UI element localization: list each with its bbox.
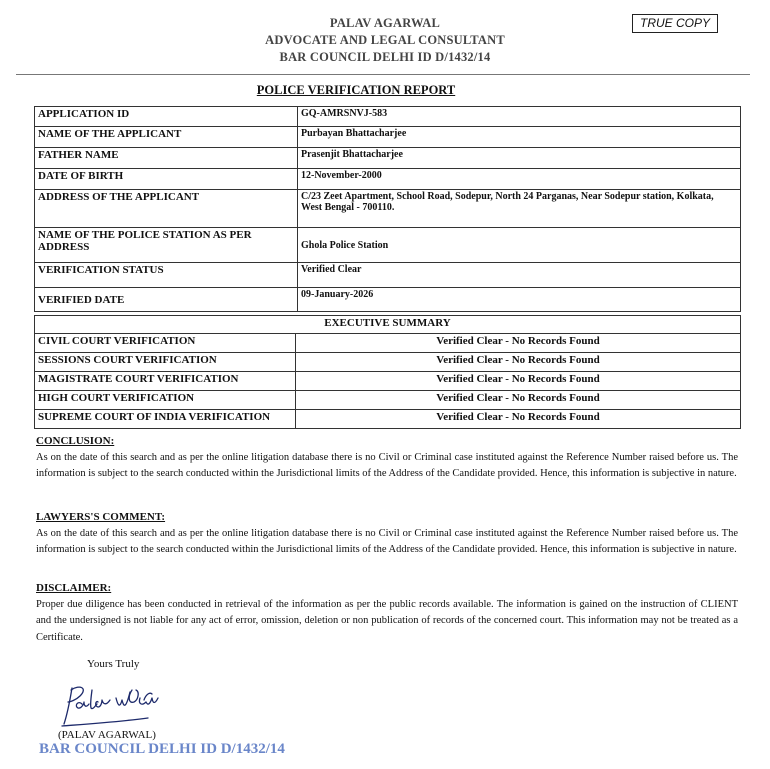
table-row — [35, 190, 741, 228]
info-value: Prasenjit Bhattacharjee — [298, 148, 741, 169]
header-divider — [16, 74, 750, 75]
info-label: ADDRESS OF THE APPLICANT — [35, 190, 298, 228]
summary-value: Verified Clear - No Records Found — [296, 372, 741, 391]
disclaimer-section — [36, 580, 738, 646]
info-label: APPLICATION ID — [35, 107, 298, 127]
summary-label: SUPREME COURT OF INDIA VERIFICATION — [35, 410, 296, 429]
conclusion-heading: CONCLUSION: — [36, 435, 115, 447]
advocate-name: PALAV AGARWAL — [329, 16, 441, 30]
table-row — [35, 391, 741, 410]
conclusion-section — [36, 433, 738, 483]
disclaimer-text: Proper due diligence has been conducted in retrieval of the information as per the public records available. The information is gained on the instruction of CLIENT and the undersigned is not liable for any act of error, omission, deletion or non publication of records of the concerned court. This information may not be treated as a Certificate. — [36, 598, 738, 643]
executive-summary-table — [34, 315, 741, 429]
lawyers-comment-heading: LAWYERS'S COMMENT: — [36, 511, 166, 523]
info-label: VERIFICATION STATUS — [35, 263, 298, 288]
table-row — [35, 372, 741, 391]
info-value: 12-November-2000 — [298, 169, 741, 190]
signatory-name: (PALAV AGARWAL) — [58, 729, 156, 741]
summary-label: CIVIL COURT VERIFICATION — [35, 334, 296, 353]
table-row — [35, 127, 741, 148]
table-row — [35, 148, 741, 169]
info-value: Verified Clear — [298, 263, 741, 288]
summary-label: MAGISTRATE COURT VERIFICATION — [35, 372, 296, 391]
table-row — [35, 263, 741, 288]
lawyers-comment-section — [36, 509, 738, 559]
advocate-designation: ADVOCATE AND LEGAL CONSULTANT — [265, 33, 505, 47]
conclusion-text: As on the date of this search and as per the online litigation database there is no Civil or Criminal case instituted against the Reference Number raised before us. The information is subject to the search conducted within the Jurisdictional limits of the Address of the Candidate provided. Hence, this information is subjective in nature. — [36, 451, 738, 479]
summary-label: HIGH COURT VERIFICATION — [35, 391, 296, 410]
summary-value: Verified Clear - No Records Found — [296, 410, 741, 429]
table-row — [35, 169, 741, 190]
summary-value: Verified Clear - No Records Found — [296, 353, 741, 372]
info-value: GQ-AMRSNVJ-583 — [298, 107, 741, 127]
table-row — [35, 288, 741, 312]
table-row — [35, 334, 741, 353]
table-row — [35, 316, 741, 334]
summary-label: SESSIONS COURT VERIFICATION — [35, 353, 296, 372]
disclaimer-heading: DISCLAIMER: — [36, 582, 112, 594]
executive-summary-heading: EXECUTIVE SUMMARY — [35, 316, 741, 334]
advocate-bar-id: BAR COUNCIL DELHI ID D/1432/14 — [279, 50, 491, 64]
info-label: FATHER NAME — [35, 148, 298, 169]
info-value: C/23 Zeet Apartment, School Road, Sodepur, North 24 Parganas, Near Sodepur station, Kolkata, West Bengal - 700110. — [298, 190, 741, 228]
footer-bar-id: BAR COUNCIL DELHI ID D/1432/14 — [39, 741, 285, 757]
info-label: VERIFIED DATE — [35, 288, 298, 312]
table-row — [35, 107, 741, 127]
true-copy-stamp: TRUE COPY — [632, 14, 718, 33]
summary-value: Verified Clear - No Records Found — [296, 334, 741, 353]
info-value: Ghola Police Station — [298, 228, 741, 263]
table-row — [35, 228, 741, 263]
summary-value: Verified Clear - No Records Found — [296, 391, 741, 410]
info-label: NAME OF THE POLICE STATION AS PER ADDRESS — [35, 228, 298, 263]
report-title: POLICE VERIFICATION REPORT — [256, 83, 456, 97]
signature-image — [58, 680, 168, 733]
closing-text: Yours Truly — [87, 658, 140, 670]
signature-icon — [58, 680, 168, 728]
info-label: DATE OF BIRTH — [35, 169, 298, 190]
applicant-info-table — [34, 106, 741, 312]
info-label: NAME OF THE APPLICANT — [35, 127, 298, 148]
lawyers-comment-text: As on the date of this search and as per the online litigation database there is no Civil or Criminal case instituted against the Reference Number raised before us. The information is subject to the search conducted within the Jurisdictional limits of the Address of the Candidate provided. Hence, this information is subjective in nature. — [36, 527, 738, 555]
info-value: 09-January-2026 — [298, 288, 741, 312]
table-row — [35, 410, 741, 429]
table-row — [35, 353, 741, 372]
info-value: Purbayan Bhattacharjee — [298, 127, 741, 148]
